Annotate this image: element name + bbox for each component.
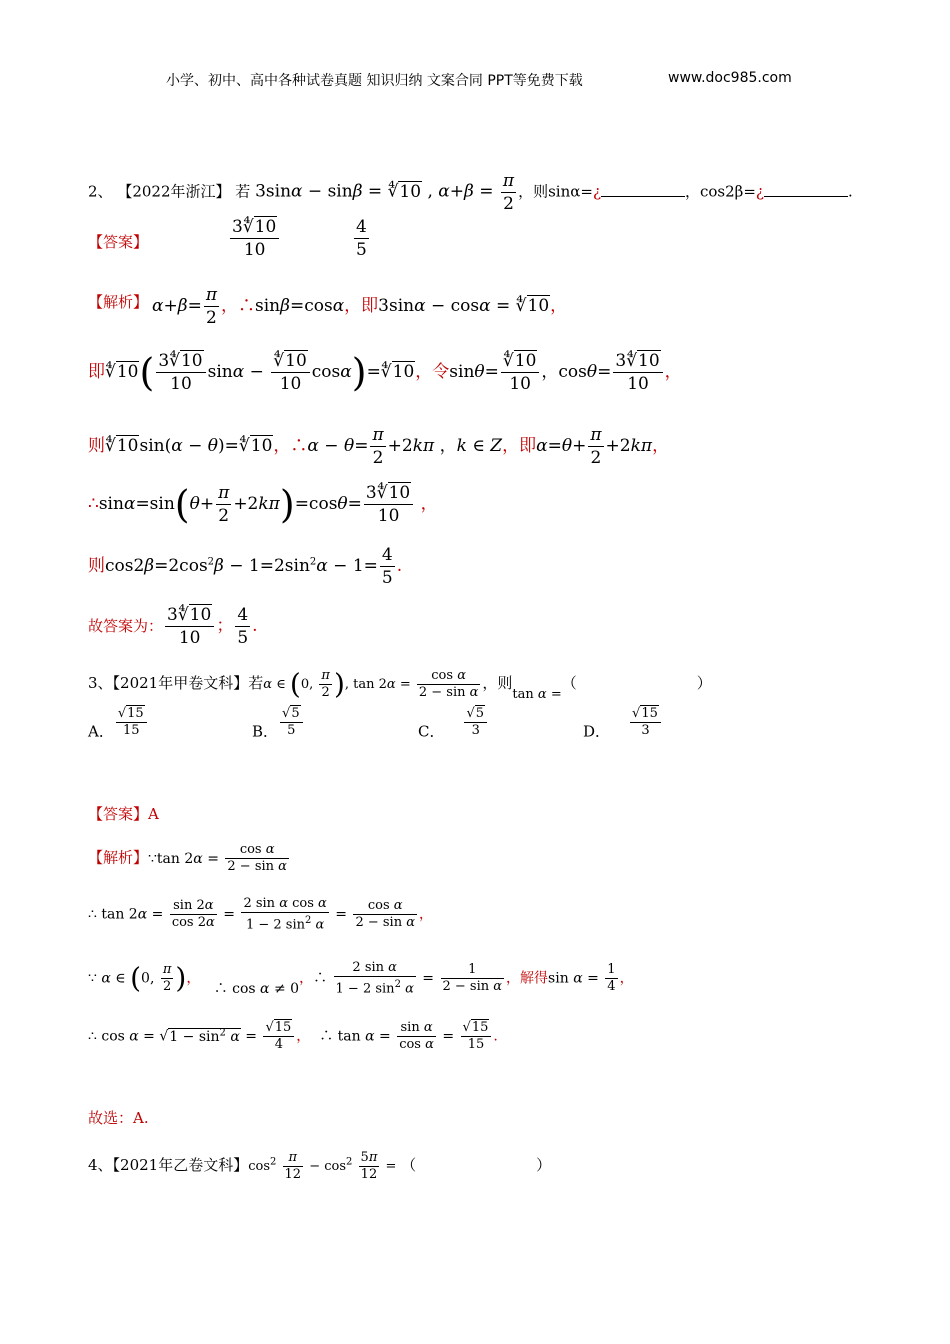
q2-analysis-label: 【解析】 — [88, 293, 149, 311]
q2-blank-1[interactable] — [601, 182, 685, 197]
q2-answer-1: $\frac{3∜10}{10}$ — [228, 216, 281, 261]
q3-s3: ∵ α ∈ (0, $\frac{\pi}{2}$ )， ∴ cos α ≠ 0，∴ $\frac{\text{2 sin α}}{1 - 2 \sin^2 \alpha}$ = $\frac{1}{\text{2 − sin α}}$ ，解得sin α = $\frac{1}{4}$ ， — [88, 960, 634, 997]
q2-answer-2: $\frac{4}{5}$ — [356, 217, 367, 260]
q2-cond-a: 3sinα − sinβ = ∜10 , α+β = — [255, 181, 499, 202]
q2-answer-label: 【答案】 — [88, 233, 149, 251]
q2-placeholder-2: ¿ — [755, 182, 764, 201]
q2-step4: ∴sinα=sin(θ+ $\frac{\pi}{2}$ +2kπ)=cosθ= $\frac{3∜10}{10}$ ， — [88, 482, 438, 527]
q3-option-c[interactable]: C． $\frac{√5}{3}$ — [418, 716, 489, 749]
q3-s4: ∴ $\cos \alpha = √1 - \sin^2 \alpha$ = $\frac{√15}{4}$ ， ∴ tan α = $\frac{\text{sin α}}{\text{cos α}}$ = $\frac{√15}{15}$ . — [88, 1020, 498, 1052]
q2-num: 2、 — [88, 182, 113, 201]
q2-placeholder-1: ¿ — [592, 182, 601, 201]
q2-blank-2[interactable] — [764, 182, 848, 197]
q4-stem: 4、【2021年乙卷文科】$\cos^2$ $\frac{\pi}{12}$ − $\cos^2$ $\frac{5\pi}{12}$ = （ ） — [88, 1150, 552, 1182]
q3-conclusion: 故选：A. — [88, 1109, 149, 1127]
header-url[interactable]: www.doc985.com — [668, 70, 792, 86]
q2-step3: 则∜10sin(α − θ)=∜10，∴α − θ= $\frac{\pi}{2}$ +2kπ ，k ∈ Z，即α=θ+ $\frac{\pi}{2}$ +2kπ， — [88, 425, 670, 468]
q2-final: 故答案为： $\frac{3∜10}{10}$ ； $\frac{4}{5}$ . — [88, 605, 258, 648]
q2-lead: 若 — [235, 182, 251, 201]
q2-tag: 【2022年浙江】 — [117, 182, 231, 201]
q3-s2: ∴ tan 2α = $\frac{\sin 2\alpha}{\cos 2\alpha}$ = $\frac{\text{2 sin α cos α}}{1 - 2 \sin^2 \alpha}$ = $\frac{\text{cos α}}{\text{2 − sin α}}$ ， — [88, 896, 433, 933]
q3-s1: 【解析】∵tan 2α = $\frac{\text{cos α}}{\text{2 − sin α}}$ — [88, 842, 287, 874]
q2-step2: 即∜10( $\frac{3∜10}{10}$ sinα − $\frac{∜10}{10}$ cosα)=∜10，令sinθ= $\frac{∜10}{10}$ ，cosθ= $\frac{3∜10}{10}$ ， — [88, 350, 682, 395]
q2-stem: 2、 【2022年浙江】 若 3sinα − sinβ = ∜10 , α+β = $\frac{\pi}{2}$ ，则sinα=¿ ，cos2β=¿ . — [88, 171, 853, 214]
q2-step1: α+β= $\frac{\pi}{2}$ ，∴sinβ=cosα，即3sinα − cosα = ∜10， — [152, 285, 568, 328]
q3-stem: 3、【2021年甲卷文科】若α ∈ (0, $\frac{\pi}{2}$ ), tan 2α = $\frac{\text{cos α}}{\text{2 − sin α}}$ ，则tan α =（ ） — [88, 667, 712, 702]
q3-option-d[interactable]: D． $\frac{√15}{3}$ — [583, 716, 663, 749]
q3-option-a[interactable]: A． $\frac{√15}{15}$ — [88, 716, 149, 749]
q2-ask2: ，cos2β= — [684, 182, 756, 201]
q2-ask1: ，则sinα= — [518, 182, 593, 201]
header-text: 小学、初中、高中各种试卷真题 知识归纳 文案合同 PPT等免费下载 — [166, 73, 583, 89]
q2-step5: 则$\cos 2\beta=2\cos^2\beta - 1=2\sin^2\alpha - 1=$ $\frac{4}{5}$ . — [88, 545, 403, 588]
q3-answer: 【答案】A — [88, 805, 159, 823]
q3-option-b[interactable]: B． $\frac{√5}{5}$ — [252, 716, 305, 749]
q2-cond-frac: $\frac{\pi}{2}$ — [502, 171, 515, 214]
